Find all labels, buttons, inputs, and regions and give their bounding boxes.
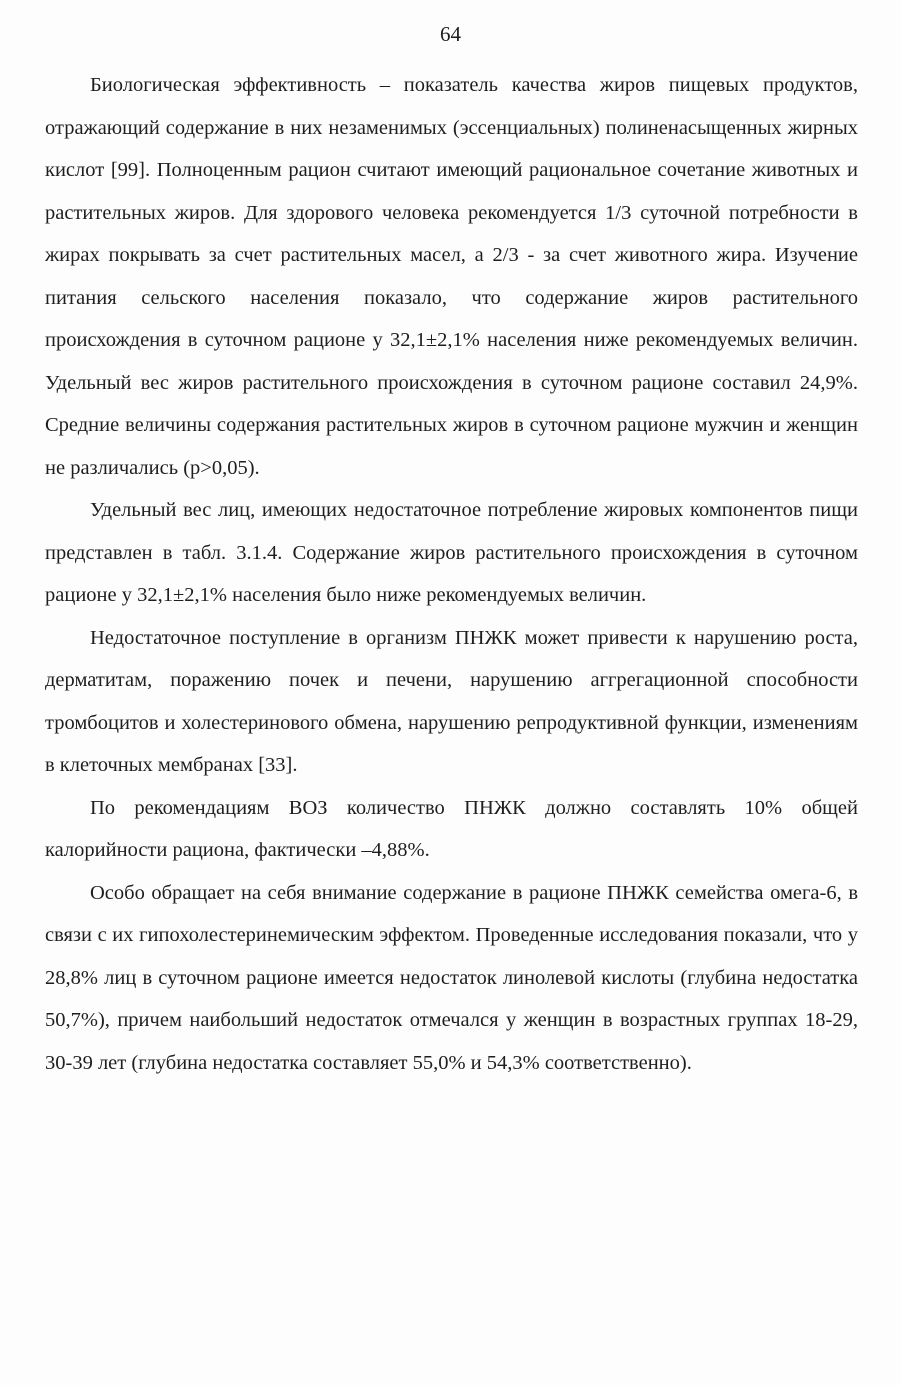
paragraph-omega-6: Особо обращает на себя внимание содержание в рационе ПНЖК семейства омега-6, в связи с их гипохолестеринемическим эффектом. Проведенные исследования показали, что у 28,8% лиц в суточном рационе имеется недостаток линолевой кислоты (глубина недостатка 50,7%), причем наибольший недостаток отмечался у женщин в возрастных группах 18-29, 30-39 лет (глубина недостатка составляет 55,0% и 54,3% соответственно). (45, 881, 858, 1074)
paragraph-pufa-deficiency: Недостаточное поступление в организм ПНЖК может привести к нарушению роста, дерматитам, поражению почек и печени, нарушению аггрегационной способности тромбоцитов и холестеринового обмена, нарушению репродуктивной функции, изменениям в клеточных мембранах [33]. (45, 626, 858, 776)
paragraph-biological-effectiveness: Биологическая эффективность – показатель качества жиров пищевых продуктов, отражающий содержание в них незаменимых (эссенциальных) полиненасыщенных жирных кислот [99]. Полноценным рацион считают имеющий рациональное сочетание животных и растительных жиров. Для здорового человека рекомендуется 1/3 суточной потребности в жирах покрывать за счет растительных масел, а 2/3 - за счет животного жира. Изучение питания сельского населения показало, что содержание жиров растительного происхождения в суточном рационе у 32,1±2,1% населения ниже рекомендуемых величин. Удельный вес жиров растительного происхождения в суточном рационе составил 24,9%. Средние величины содержания растительных жиров в суточном рационе мужчин и женщин не различались (p>0,05). (45, 74, 858, 479)
body-text (45, 64, 858, 1084)
page-number: 64 (440, 22, 461, 46)
paragraph-insufficient-fat-intake: Удельный вес лиц, имеющих недостаточное потребление жировых компонентов пищи представлен в табл. 3.1.4. Содержание жиров растительного происхождения в суточном рационе у 32,1±2,1% населения было ниже рекомендуемых величин. (45, 499, 858, 606)
paragraph-who-recommendations: По рекомендациям ВОЗ количество ПНЖК должно составлять 10% общей калорийности рациона, фактически –4,88%. (45, 796, 858, 861)
